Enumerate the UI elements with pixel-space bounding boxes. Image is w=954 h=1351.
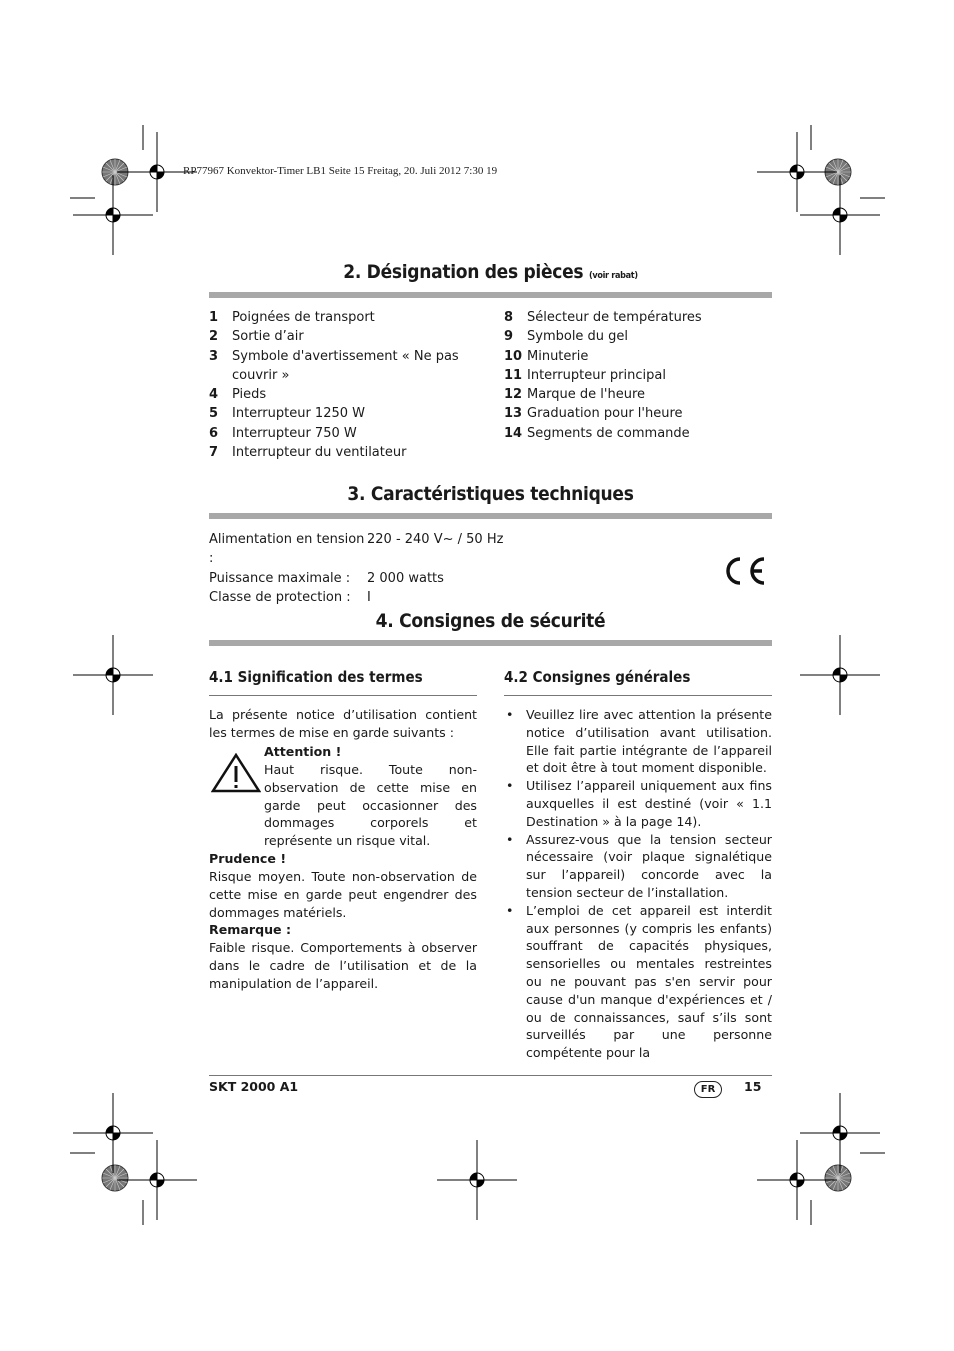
part-label: Interrupteur du ventilateur — [232, 445, 407, 461]
part-number: 2 — [209, 329, 219, 345]
part-item — [209, 327, 459, 346]
part-number: 10 — [504, 348, 523, 364]
safety-bullet: • Assurez-vous que la tension secteur nécessaire (voir plaque signalétique sur l’appareil) concorde avec la tension secteur de l’installation. — [504, 831, 772, 902]
print-header: RP77967 Konvektor-Timer LB1 Seite 15 Freitag, 20. Juli 2012 7:30 19 — [183, 165, 498, 177]
spec-label: Classe de protection : — [209, 589, 351, 605]
spec-row — [209, 569, 609, 588]
part-item — [504, 347, 772, 366]
footer-model: SKT 2000 A1 — [209, 1079, 299, 1094]
part-label: Sélecteur de températures — [527, 310, 702, 325]
page-number: 15 — [744, 1079, 762, 1094]
subsection-rule — [504, 695, 772, 696]
part-label: Minuterie — [527, 348, 589, 364]
part-item — [209, 347, 459, 386]
part-item — [209, 443, 459, 462]
spec-label: Puissance maximale : — [209, 570, 351, 586]
part-item — [504, 385, 772, 404]
part-number: 14 — [504, 425, 523, 441]
part-label: Symbole du gel — [527, 329, 629, 345]
attention-text: Haut risque. Toute non-observation de cette mise en garde peut occasionner des dommages corporels et représente un risque vital. — [264, 762, 477, 849]
part-label: Symbole d'avertissement « Ne pas couvrir » — [232, 348, 459, 383]
part-number: 8 — [504, 310, 514, 325]
part-number: 3 — [209, 348, 219, 364]
part-number: 4 — [209, 387, 219, 403]
part-item — [504, 404, 772, 423]
part-number: 7 — [209, 445, 219, 461]
language-badge: FR — [694, 1081, 722, 1098]
part-label: Pieds — [232, 387, 267, 403]
part-number: 1 — [209, 310, 219, 325]
part-item — [209, 424, 459, 443]
part-label: Sortie d’air — [232, 329, 304, 345]
part-number: 5 — [209, 406, 219, 422]
safety-bullet: • Veuillez lire avec attention la présente notice d’utilisation avant utilisation. Elle fait partie intégrante de l’appareil et doit être à tout moment disponible. — [504, 706, 772, 777]
spec-value: I — [367, 589, 371, 605]
part-item — [209, 404, 459, 423]
parts-list-left — [209, 308, 459, 462]
ce-mark-icon — [722, 555, 770, 587]
subsection-title-general: 4.2 Consignes générales — [504, 668, 691, 686]
section-title-note: (voir rabat) — [588, 271, 638, 281]
spec-list — [209, 530, 609, 607]
spec-value: 220 - 240 V~ / 50 Hz — [367, 532, 504, 547]
remarque-label: Remarque : — [209, 922, 292, 937]
part-item — [504, 327, 772, 346]
safety-bullet: • L’emploi de cet appareil est interdit aux personnes (y compris les enfants) souffrant de capacités physiques, sensorielles ou mentales restreintes ou ne pouvant pas s'en servir pour cause d'un manque d'expériences et / ou de connaissances, sauf s’ils sont surveillés par une personne compétente pour la — [504, 902, 772, 1062]
part-label: Poignées de transport — [232, 310, 375, 325]
general-safety-list — [504, 706, 772, 1062]
part-label: Segments de commande — [527, 425, 690, 441]
warning-triangle-icon — [211, 753, 261, 793]
section-title-specs: 3. Caractéristiques techniques — [347, 483, 634, 505]
subsection-title-terms: 4.1 Signification des termes — [209, 668, 423, 686]
part-item — [504, 424, 772, 443]
part-number: 11 — [504, 367, 523, 383]
part-label: Interrupteur 1250 W — [232, 406, 366, 422]
parts-list-right — [504, 308, 772, 443]
part-label: Interrupteur principal — [527, 367, 666, 383]
spec-row — [209, 530, 609, 569]
part-item — [504, 308, 772, 327]
part-label: Marque de l'heure — [527, 387, 646, 403]
attention-label: Attention ! — [264, 744, 342, 759]
part-number: 13 — [504, 406, 523, 422]
part-label: Interrupteur 750 W — [232, 425, 357, 441]
safety-bullet: • Utilisez l’appareil uniquement aux fins auxquelles il est destiné (voir « 1.1 Destination » à la page 14). — [504, 777, 772, 830]
part-number: 12 — [504, 387, 523, 403]
prudence-text: Risque moyen. Toute non-observation de cette mise en garde peut engendrer des dommages matériels. — [209, 869, 477, 920]
part-item — [209, 385, 459, 404]
section-title-designation — [209, 261, 772, 283]
section-title-safety: 4. Consignes de sécurité — [375, 610, 606, 632]
part-item — [504, 366, 772, 385]
part-item — [209, 308, 459, 327]
footer-rule — [209, 1075, 772, 1076]
spec-value: 2 000 watts — [367, 570, 444, 586]
subsection-rule — [209, 695, 477, 696]
spec-label: Alimentation en tension : — [209, 532, 365, 567]
section-rule — [209, 513, 772, 519]
section-rule — [209, 640, 772, 646]
part-number: 9 — [504, 329, 514, 345]
spec-row — [209, 588, 609, 607]
section-title-text: 2. Désignation des pièces — [343, 261, 584, 283]
terms-intro: La présente notice d’utilisation contient les termes de mise en garde suivants : — [209, 707, 477, 740]
prudence-label: Prudence ! — [209, 851, 287, 866]
section-rule — [209, 292, 772, 298]
part-number: 6 — [209, 425, 219, 441]
remarque-text: Faible risque. Comportements à observer dans le cadre de l’utilisation et de la manipulation de l’appareil. — [209, 940, 477, 991]
part-label: Graduation pour l'heure — [527, 406, 683, 422]
